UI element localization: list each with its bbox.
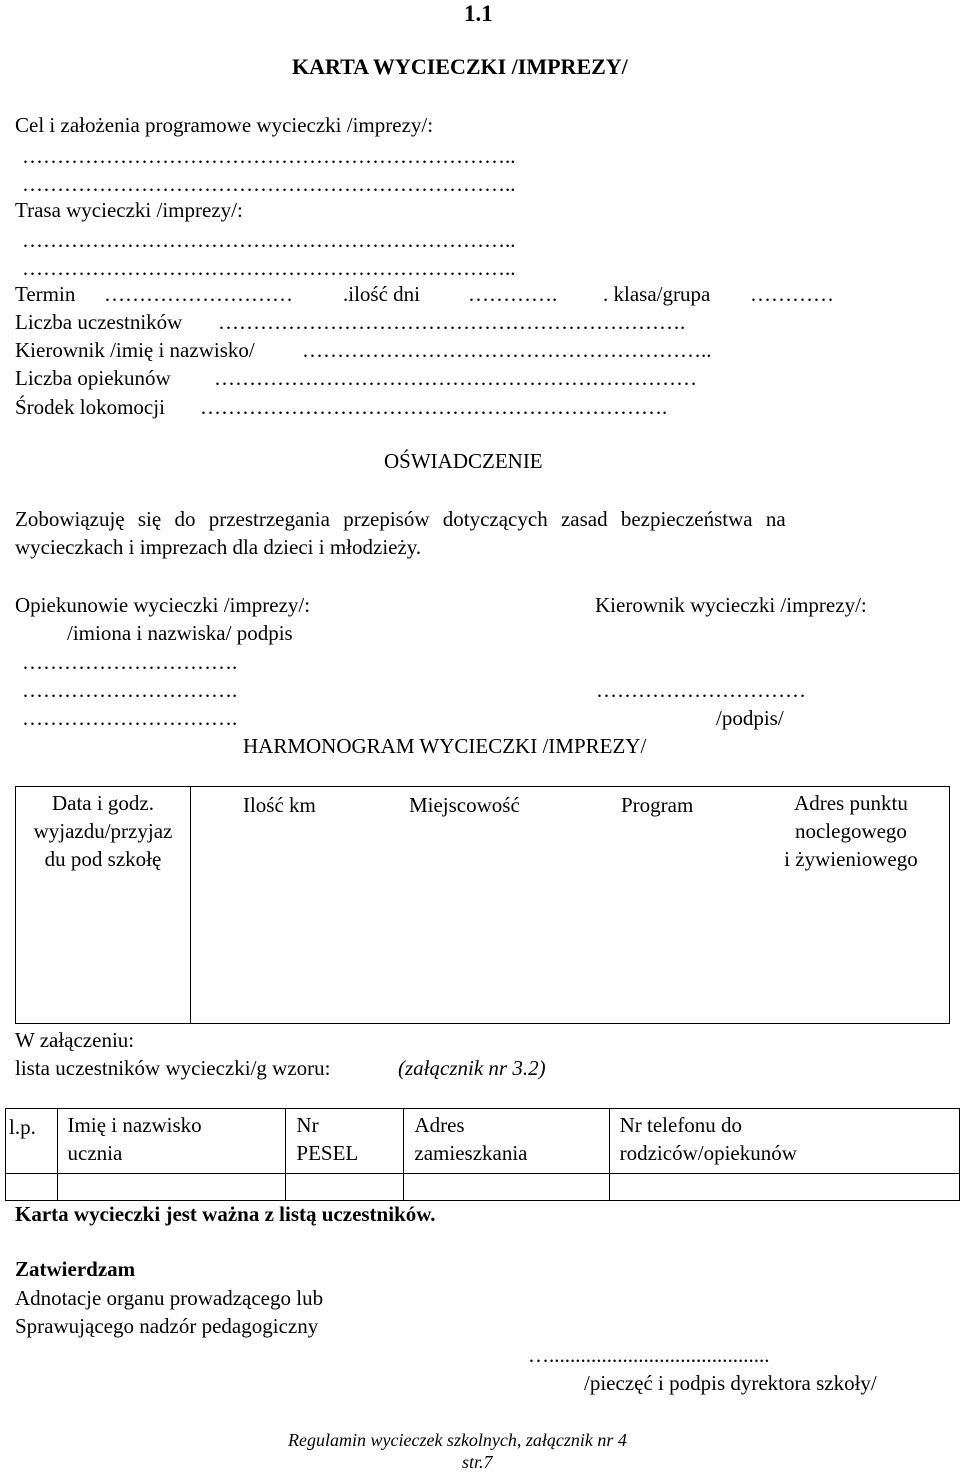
schedule-date-line-1: Data i godz. (51, 791, 154, 815)
participants-empty-cell (6, 1174, 58, 1201)
opiekunow-dots: …………………………………………………………… (214, 366, 697, 390)
schedule-place-header: Miejscowość (408, 793, 520, 817)
opiekunow-label: Liczba opiekunów (15, 366, 171, 390)
schedule-address-line-3: i żywieniowego (784, 847, 918, 871)
guardian-dots-3: …………………………. (22, 706, 238, 730)
goals-label: Cel i założenia programowe wycieczki /imprezy/: (15, 113, 434, 137)
participants-name-line-1: Imię i nazwisko (67, 1113, 202, 1137)
participants-col-address (404, 1109, 609, 1174)
guardians-sub: /imiona i nazwiska/ podpis (67, 621, 293, 645)
participants-col-lp (6, 1109, 58, 1174)
lokomocja-label: Środek lokomocji (15, 395, 165, 419)
route-dots-1: …………………………………………………………….. (22, 228, 516, 252)
footer-line-2: str.7 (462, 1452, 493, 1472)
schedule-date-line-2: wyjazdu/przyjaz (33, 819, 173, 843)
schedule-title: HARMONOGRAM WYCIECZKI /IMPREZY/ (243, 734, 647, 758)
participants-phone-line-1: Nr telefonu do (619, 1113, 743, 1137)
participants-pesel-line-2: PESEL (296, 1141, 359, 1165)
schedule-table (15, 786, 950, 1024)
schedule-address-line-2: noclegowego (794, 819, 907, 843)
schedule-header-row (16, 787, 950, 1024)
form-title: KARTA WYCIECZKI /IMPREZY/ (292, 54, 628, 79)
participants-address-line-1: Adres (414, 1113, 465, 1137)
participants-col-pesel (286, 1109, 404, 1174)
goals-dots-2: …………………………………………………………….. (22, 172, 516, 196)
schedule-col-date (16, 787, 191, 1024)
declaration-line-1: Zobowiązuję się do przestrzegania przepisów dotyczących zasad bezpieczeństwa na (15, 507, 786, 531)
attachment-ref: (załącznik nr 3.2) (398, 1056, 546, 1080)
termin-label: Termin (15, 282, 76, 306)
footer-line-1: Regulamin wycieczek szkolnych, załącznik nr 4 (288, 1430, 627, 1450)
kierownik-label: Kierownik /imię i nazwisko/ (15, 338, 255, 362)
attachment-label: W załączeniu: (15, 1028, 135, 1052)
participants-empty-cell (286, 1174, 404, 1201)
page-number: 1.1 (464, 1, 493, 26)
schedule-program-header: Program (620, 793, 694, 817)
guardians-label: Opiekunowie wycieczki /imprezy/: (15, 593, 311, 617)
klasa-dots: ………… (750, 282, 834, 306)
participants-empty-cell (404, 1174, 609, 1201)
route-label: Trasa wycieczki /imprezy/: (15, 198, 243, 222)
director-label: /pieczęć i podpis dyrektora szkoły/ (584, 1371, 877, 1395)
termin-dots: ……………………… (104, 282, 293, 306)
klasa-label: . klasa/grupa (603, 282, 711, 306)
participants-lp-header: l.p. (9, 1115, 36, 1139)
participants-phone-line-2: rodziców/opiekunów (619, 1141, 797, 1165)
approve-label: Zatwierdzam (15, 1257, 136, 1281)
schedule-address-line-1: Adres punktu (794, 791, 908, 815)
route-dots-2: …………………………………………………………….. (22, 256, 516, 280)
participants-empty-cell (57, 1174, 286, 1201)
goals-dots-1: …………………………………………………………….. (22, 144, 516, 168)
signature-label: /podpis/ (716, 706, 784, 730)
participants-header-row (6, 1109, 960, 1174)
schedule-date-line-3: du pod szkołę (44, 847, 162, 871)
guardian-dots-2: …………………………. (22, 678, 238, 702)
schedule-col-rest (190, 787, 949, 1024)
ilosc-dni-dots: …………. (468, 282, 558, 306)
kierownik-dots: ………………………………………………….. (302, 338, 712, 362)
participants-empty-row (6, 1174, 960, 1201)
participants-empty-cell (609, 1174, 959, 1201)
uczestnicy-label: Liczba uczestników (15, 310, 183, 334)
valid-note: Karta wycieczki jest ważna z listą uczestników. (15, 1202, 436, 1226)
participants-col-name (57, 1109, 286, 1174)
approve-line-2: Sprawującego nadzór pedagogiczny (15, 1314, 319, 1338)
guardian-dots-1: …………………………. (22, 650, 238, 674)
uczestnicy-dots: …………………………………………………………. (218, 310, 686, 334)
participants-col-phone (609, 1109, 959, 1174)
director-dots: ….......................................... (528, 1343, 770, 1367)
leader-label: Kierownik wycieczki /imprezy/: (595, 593, 867, 617)
participants-pesel-line-1: Nr (296, 1113, 319, 1137)
declaration-line-2: wycieczkach i imprezach dla dzieci i młodzieży. (15, 535, 422, 559)
ilosc-dni-label: .ilość dni (343, 282, 420, 306)
approve-line-1: Adnotacje organu prowadzącego lub (15, 1286, 324, 1310)
attachment-text: lista uczestników wycieczki/g wzoru: (15, 1056, 331, 1080)
schedule-km-header: Ilość km (242, 793, 316, 817)
participants-name-line-2: ucznia (67, 1141, 123, 1165)
participants-address-line-2: zamieszkania (414, 1141, 528, 1165)
participants-table (5, 1108, 960, 1201)
leader-dots: ………………………… (596, 678, 806, 702)
declaration-title: OŚWIADCZENIE (384, 449, 543, 473)
lokomocja-dots: …………………………………………………………. (200, 395, 668, 419)
